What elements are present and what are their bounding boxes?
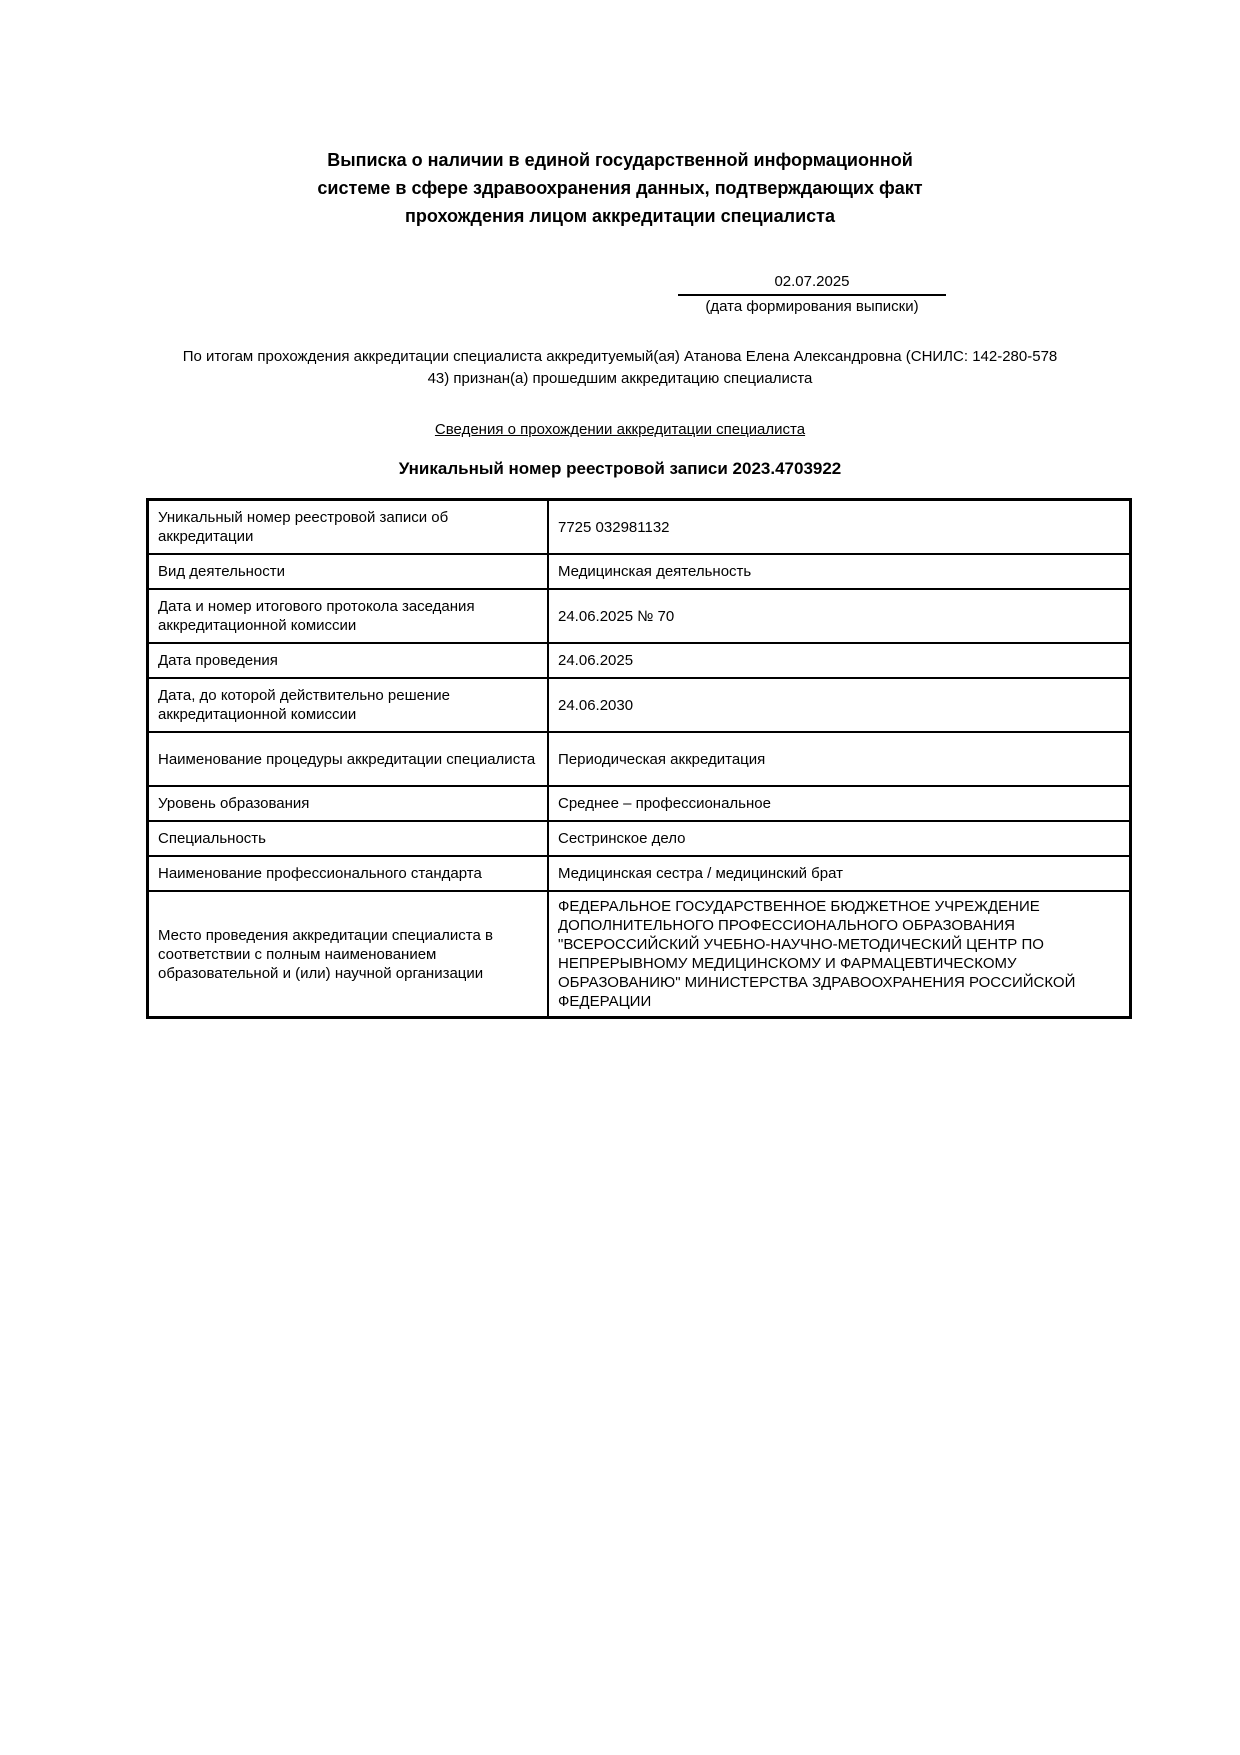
row-label: Вид деятельности: [148, 554, 549, 589]
table-row: [148, 500, 1131, 555]
row-value: 24.06.2025: [548, 643, 1131, 678]
row-value: Среднее – профессиональное: [548, 786, 1131, 821]
table-row: [148, 589, 1131, 643]
row-label: Дата, до которой действительно решение аккредитационной комиссии: [148, 678, 549, 732]
document-title-line: системе в сфере здравоохранения данных, подтверждающих факт: [317, 178, 923, 198]
intro-paragraph-line: 43) признан(а) прошедшим аккредитацию специалиста: [427, 370, 813, 387]
row-label: Специальность: [148, 821, 549, 856]
formation-date-caption: (дата формирования выписки): [705, 298, 919, 315]
table-row: [148, 856, 1131, 891]
registry-record-heading: Уникальный номер реестровой записи 2023.4703922: [398, 459, 842, 478]
formation-date-value: 02.07.2025: [678, 272, 946, 296]
row-label: Наименование процедуры аккредитации специалиста: [148, 732, 549, 786]
row-label: Дата и номер итогового протокола заседания аккредитационной комиссии: [148, 589, 549, 643]
accreditation-table: [146, 498, 1132, 1019]
row-label: Дата проведения: [148, 643, 549, 678]
table-row: [148, 891, 1131, 1018]
table-row: [148, 821, 1131, 856]
document-title: [0, 146, 1240, 230]
formation-date-block: [678, 272, 946, 317]
document-title-line: прохождения лицом аккредитации специалиста: [405, 206, 835, 226]
intro-paragraph-line: По итогам прохождения аккредитации специалиста аккредитуемый(ая) Атанова Елена Александровна (СНИЛС: 142-280-578: [182, 348, 1058, 365]
row-value: ФЕДЕРАЛЬНОЕ ГОСУДАРСТВЕННОЕ БЮДЖЕТНОЕ УЧРЕЖДЕНИЕ ДОПОЛНИТЕЛЬНОГО ПРОФЕССИОНАЛЬНОГО ОБРАЗОВАНИЯ "ВСЕРОССИЙСКИЙ УЧЕБНО-НАУЧНО-МЕТОДИЧЕСКИЙ ЦЕНТР ПО НЕПРЕРЫВНОМУ МЕДИЦИНСКОМУ И ФАРМАЦЕВТИЧЕСКОМУ ОБРАЗОВАНИЮ" МИНИСТЕРСТВА ЗДРАВООХРАНЕНИЯ РОССИЙСКОЙ ФЕДЕРАЦИИ: [548, 891, 1131, 1018]
row-value: Медицинская сестра / медицинский брат: [548, 856, 1131, 891]
row-label: Уникальный номер реестровой записи об аккредитации: [148, 500, 549, 555]
row-value: Сестринское дело: [548, 821, 1131, 856]
row-value: Медицинская деятельность: [548, 554, 1131, 589]
table-row: [148, 786, 1131, 821]
table-row: [148, 732, 1131, 786]
row-value: 24.06.2030: [548, 678, 1131, 732]
row-value: 24.06.2025 № 70: [548, 589, 1131, 643]
accreditation-table-body: [148, 500, 1131, 1018]
row-label: Место проведения аккредитации специалиста в соответствии с полным наименованием образовательной и (или) научной организации: [148, 891, 549, 1018]
section-heading: Сведения о прохождении аккредитации специалиста: [434, 421, 806, 438]
intro-paragraph: [140, 346, 1100, 390]
row-value: 7725 032981132: [548, 500, 1131, 555]
row-label: Уровень образования: [148, 786, 549, 821]
document-title-line: Выписка о наличии в единой государственной информационной: [327, 150, 913, 170]
table-row: [148, 554, 1131, 589]
row-label: Наименование профессионального стандарта: [148, 856, 549, 891]
row-value: Периодическая аккредитация: [548, 732, 1131, 786]
table-row: [148, 643, 1131, 678]
table-row: [148, 678, 1131, 732]
